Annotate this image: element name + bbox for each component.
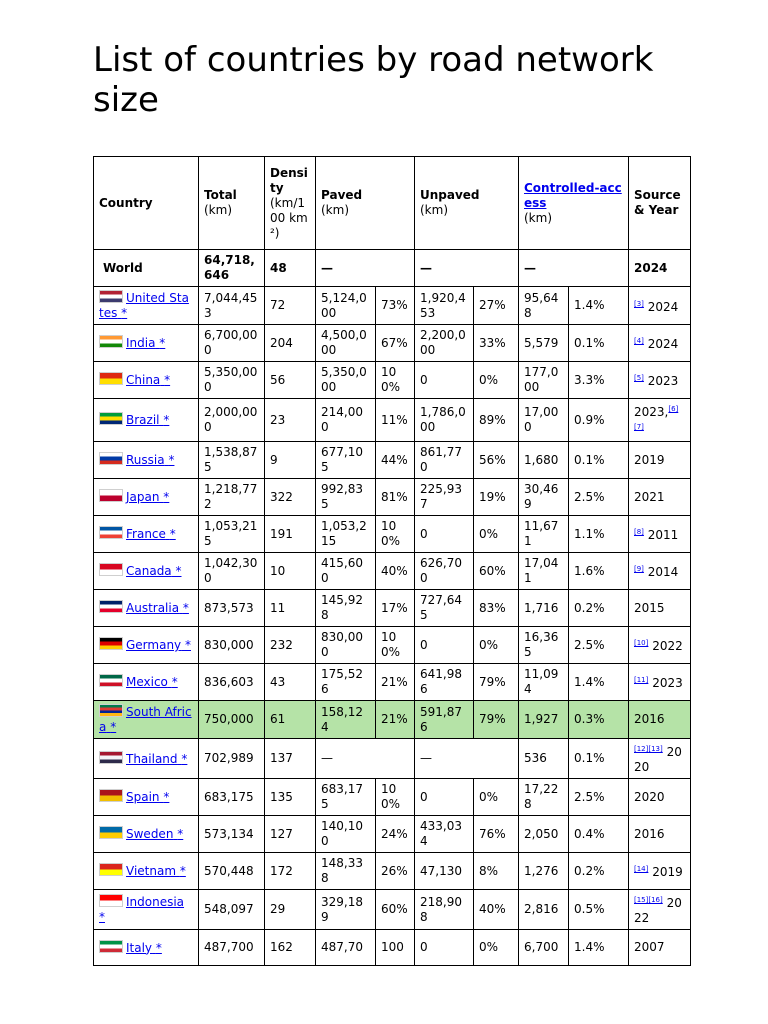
- unpaved-pct-cell: 0%: [474, 930, 519, 966]
- density-cell: 11: [265, 590, 316, 627]
- country-link[interactable]: Thailand *: [126, 751, 188, 766]
- controlled-cell: 1,927: [519, 701, 569, 739]
- density-cell: 29: [265, 890, 316, 930]
- star-marker: *: [184, 638, 191, 652]
- flag-icon: [99, 704, 123, 717]
- unpaved-cell: 0: [415, 930, 474, 966]
- unpaved-pct-cell: 83%: [474, 590, 519, 627]
- controlled-cell: 2,050: [519, 816, 569, 853]
- reference-link[interactable]: [8]: [634, 528, 644, 536]
- paved-cell: 1,053,215: [316, 516, 376, 553]
- star-marker: *: [155, 940, 162, 955]
- world-row: [94, 250, 691, 287]
- unpaved-pct-cell: 89%: [474, 399, 519, 442]
- unpaved-cell: 0: [415, 627, 474, 664]
- flag-icon: [99, 563, 123, 576]
- star-marker: *: [182, 601, 189, 615]
- year-text: 2023,: [634, 405, 669, 419]
- controlled-pct-cell: 0.1%: [569, 739, 629, 779]
- star-marker: *: [110, 720, 117, 734]
- density-cell: 172: [265, 853, 316, 890]
- controlled-cell: 2,816: [519, 890, 569, 930]
- country-cell: [94, 890, 199, 930]
- country-cell: [94, 627, 199, 664]
- controlled-pct-cell: 1.4%: [569, 664, 629, 701]
- controlled-pct-cell: 0.1%: [569, 325, 629, 362]
- controlled-cell: 17,000: [519, 399, 569, 442]
- flag-icon: [99, 452, 123, 465]
- unpaved-cell: 0: [415, 779, 474, 816]
- controlled-cell: 1,680: [519, 442, 569, 479]
- flag-icon: [99, 674, 123, 687]
- paved-cell: 415,600: [316, 553, 376, 590]
- table-row: [94, 890, 691, 930]
- unpaved-cell: —: [415, 739, 519, 779]
- reference-link[interactable]: [15][16]: [634, 896, 663, 904]
- unpaved-cell: 591,876: [415, 701, 474, 739]
- unpaved-cell: 47,130: [415, 853, 474, 890]
- year-text: 2016: [634, 712, 665, 726]
- controlled-cell: 177,000: [519, 362, 569, 399]
- year-text: 2021: [634, 489, 665, 504]
- reference-link[interactable]: [14]: [634, 865, 649, 873]
- controlled-pct-cell: 3.3%: [569, 362, 629, 399]
- country-cell: [94, 479, 199, 516]
- density-cell: 56: [265, 362, 316, 399]
- paved-cell: 992,835: [316, 479, 376, 516]
- star-marker: *: [168, 453, 175, 467]
- star-marker: *: [169, 527, 176, 541]
- unpaved-cell: 218,908: [415, 890, 474, 930]
- table-row: [94, 553, 691, 590]
- paved-pct-cell: 17%: [376, 590, 415, 627]
- country-link[interactable]: Brazil *: [126, 413, 170, 427]
- year-text: 2022: [652, 639, 683, 653]
- controlled-cell: 1,716: [519, 590, 569, 627]
- unpaved-cell: 0: [415, 516, 474, 553]
- world-density: 48: [265, 250, 316, 287]
- paved-pct-cell: 100%: [376, 516, 415, 553]
- flag-icon: [99, 637, 123, 650]
- country-cell: [94, 325, 199, 362]
- table-row: [94, 287, 691, 325]
- country-link[interactable]: Canada *: [126, 564, 182, 578]
- source-year-cell: [629, 479, 691, 516]
- source-year-cell: [629, 930, 691, 966]
- total-cell: 683,175: [199, 779, 265, 816]
- flag-icon: [99, 863, 123, 876]
- year-text: 2011: [647, 528, 679, 542]
- source-year-cell: [629, 853, 691, 890]
- country-link[interactable]: Australia *: [126, 601, 189, 615]
- paved-pct-cell: 21%: [376, 664, 415, 701]
- country-cell: [94, 816, 199, 853]
- header-paved[interactable]: Paved (km): [316, 157, 415, 250]
- total-cell: 830,000: [199, 627, 265, 664]
- total-cell: 1,538,875: [199, 442, 265, 479]
- source-year-cell: [629, 664, 691, 701]
- controlled-pct-cell: 1.6%: [569, 553, 629, 590]
- country-link[interactable]: Indonesia *: [99, 895, 185, 924]
- paved-cell: 175,526: [316, 664, 376, 701]
- world-label: World: [94, 250, 199, 287]
- table-row: [94, 930, 691, 966]
- reference-link[interactable]: [4]: [634, 337, 644, 345]
- country-cell: [94, 853, 199, 890]
- total-cell: 573,134: [199, 816, 265, 853]
- total-cell: 750,000: [199, 701, 265, 739]
- year-text: 2023: [647, 374, 679, 388]
- controlled-pct-cell: 1.4%: [569, 287, 629, 325]
- table-row: [94, 701, 691, 739]
- country-cell: [94, 287, 199, 325]
- paved-pct-cell: 100%: [376, 362, 415, 399]
- star-marker: *: [181, 751, 188, 766]
- paved-pct-cell: 67%: [376, 325, 415, 362]
- world-year: 2024: [629, 250, 691, 287]
- paved-cell: 140,100: [316, 816, 376, 853]
- paved-cell: 677,105: [316, 442, 376, 479]
- table-row: [94, 325, 691, 362]
- star-marker: *: [163, 413, 170, 427]
- header-controlled-access[interactable]: Controlled-access (km): [519, 157, 629, 250]
- table-row: [94, 590, 691, 627]
- table-row: [94, 816, 691, 853]
- country-link[interactable]: South Africa *: [99, 705, 192, 734]
- star-marker: *: [164, 373, 171, 387]
- header-density[interactable]: Density (km/100 km²): [265, 157, 316, 250]
- density-cell: 10: [265, 553, 316, 590]
- density-cell: 127: [265, 816, 316, 853]
- year-text: 2023: [652, 676, 683, 690]
- year-text: 2019: [634, 452, 665, 467]
- controlled-cell: 11,671: [519, 516, 569, 553]
- paved-cell: 830,000: [316, 627, 376, 664]
- flag-icon: [99, 489, 123, 502]
- year-text: 2007: [634, 940, 665, 954]
- year-text: 2014: [647, 565, 679, 579]
- paved-cell: 5,124,000: [316, 287, 376, 325]
- year-text: 2019: [652, 865, 683, 879]
- controlled-pct-cell: 0.1%: [569, 442, 629, 479]
- total-cell: 1,218,772: [199, 479, 265, 516]
- star-marker: *: [163, 790, 170, 804]
- density-cell: 232: [265, 627, 316, 664]
- table-row: [94, 442, 691, 479]
- paved-pct-cell: 44%: [376, 442, 415, 479]
- density-cell: 322: [265, 479, 316, 516]
- source-year-cell: [629, 399, 691, 442]
- paved-cell: 683,175: [316, 779, 376, 816]
- unpaved-pct-cell: 56%: [474, 442, 519, 479]
- controlled-cell: 30,469: [519, 479, 569, 516]
- table-header-row: [94, 157, 691, 250]
- controlled-pct-cell: 1.1%: [569, 516, 629, 553]
- table-row: [94, 853, 691, 890]
- flag-icon: [99, 751, 123, 764]
- source-year-cell: [629, 816, 691, 853]
- paved-cell: —: [316, 739, 415, 779]
- table-row: [94, 362, 691, 399]
- unpaved-cell: 727,645: [415, 590, 474, 627]
- source-year-cell: [629, 362, 691, 399]
- country-cell: [94, 362, 199, 399]
- header-unpaved[interactable]: Unpaved (km): [415, 157, 519, 250]
- unpaved-cell: 1,920,453: [415, 287, 474, 325]
- table-row: [94, 479, 691, 516]
- year-text: 2024: [647, 337, 679, 351]
- density-cell: 162: [265, 930, 316, 966]
- controlled-pct-cell: 0.4%: [569, 816, 629, 853]
- total-cell: 702,989: [199, 739, 265, 779]
- country-link[interactable]: Russia *: [126, 453, 175, 467]
- paved-pct-cell: 100%: [376, 627, 415, 664]
- unpaved-pct-cell: 19%: [474, 479, 519, 516]
- star-marker: *: [179, 864, 186, 878]
- density-cell: 61: [265, 701, 316, 739]
- total-cell: 5,350,000: [199, 362, 265, 399]
- paved-cell: 4,500,000: [316, 325, 376, 362]
- source-year-cell: [629, 627, 691, 664]
- table-row: [94, 779, 691, 816]
- year-text: 2016: [634, 826, 665, 841]
- density-cell: 204: [265, 325, 316, 362]
- source-year-cell: [629, 287, 691, 325]
- controlled-cell: 17,041: [519, 553, 569, 590]
- controlled-cell: 6,700: [519, 930, 569, 966]
- table-row: [94, 739, 691, 779]
- reference-link[interactable]: [11]: [634, 676, 649, 684]
- total-cell: 487,700: [199, 930, 265, 966]
- country-link[interactable]: Sweden *: [126, 827, 184, 841]
- star-marker: *: [159, 336, 166, 350]
- source-year-cell: [629, 739, 691, 779]
- flag-icon: [99, 940, 123, 953]
- source-year-cell: [629, 516, 691, 553]
- unpaved-pct-cell: 0%: [474, 627, 519, 664]
- reference-link[interactable]: [5]: [634, 374, 644, 382]
- header-total[interactable]: Total (km): [199, 157, 265, 250]
- unpaved-pct-cell: 33%: [474, 325, 519, 362]
- density-cell: 72: [265, 287, 316, 325]
- header-country[interactable]: Country: [94, 157, 199, 250]
- country-link[interactable]: France *: [126, 527, 176, 541]
- unpaved-pct-cell: 0%: [474, 779, 519, 816]
- controlled-pct-cell: 0.9%: [569, 399, 629, 442]
- total-cell: 6,700,000: [199, 325, 265, 362]
- country-cell: [94, 553, 199, 590]
- flag-icon: [99, 290, 123, 303]
- reference-link[interactable]: [6] [7]: [634, 405, 679, 431]
- paved-cell: 329,189: [316, 890, 376, 930]
- paved-pct-cell: 24%: [376, 816, 415, 853]
- total-cell: 1,042,300: [199, 553, 265, 590]
- year-text: 2022: [634, 896, 682, 925]
- controlled-cell: 1,276: [519, 853, 569, 890]
- total-cell: 570,448: [199, 853, 265, 890]
- reference-link[interactable]: [10]: [634, 639, 649, 647]
- year-text: 2020: [634, 789, 665, 804]
- unpaved-pct-cell: 40%: [474, 890, 519, 930]
- paved-cell: 145,928: [316, 590, 376, 627]
- star-marker: *: [121, 306, 128, 320]
- controlled-access-link[interactable]: Controlled-access: [524, 180, 622, 210]
- unpaved-cell: 433,034: [415, 816, 474, 853]
- table-row: [94, 664, 691, 701]
- total-cell: 1,053,215: [199, 516, 265, 553]
- paved-pct-cell: 60%: [376, 890, 415, 930]
- unpaved-pct-cell: 60%: [474, 553, 519, 590]
- flag-icon: [99, 894, 123, 907]
- year-text: 2015: [634, 600, 665, 615]
- unpaved-cell: 626,700: [415, 553, 474, 590]
- controlled-cell: 16,365: [519, 627, 569, 664]
- paved-pct-cell: 100%: [376, 779, 415, 816]
- world-paved: —: [316, 250, 415, 287]
- unpaved-cell: 2,200,000: [415, 325, 474, 362]
- unpaved-cell: 1,786,000: [415, 399, 474, 442]
- density-cell: 135: [265, 779, 316, 816]
- flag-icon: [99, 412, 123, 425]
- reference-link[interactable]: [9]: [634, 565, 644, 573]
- country-cell: [94, 442, 199, 479]
- paved-pct-cell: 21%: [376, 701, 415, 739]
- unpaved-cell: 641,986: [415, 664, 474, 701]
- reference-link[interactable]: [12][13]: [634, 745, 663, 753]
- total-cell: 836,603: [199, 664, 265, 701]
- paved-pct-cell: 40%: [376, 553, 415, 590]
- density-cell: 191: [265, 516, 316, 553]
- world-controlled: —: [519, 250, 629, 287]
- controlled-pct-cell: 2.5%: [569, 479, 629, 516]
- country-link[interactable]: Spain *: [126, 790, 170, 804]
- unpaved-pct-cell: 79%: [474, 701, 519, 739]
- source-year-cell: [629, 590, 691, 627]
- country-link[interactable]: Italy *: [126, 940, 162, 955]
- country-cell: [94, 590, 199, 627]
- flag-icon: [99, 826, 123, 839]
- unpaved-cell: 0: [415, 362, 474, 399]
- controlled-cell: 11,094: [519, 664, 569, 701]
- country-cell: [94, 664, 199, 701]
- country-link[interactable]: United States *: [99, 291, 189, 320]
- source-year-cell: [629, 325, 691, 362]
- total-cell: 873,573: [199, 590, 265, 627]
- flag-icon: [99, 526, 123, 539]
- unpaved-cell: 225,937: [415, 479, 474, 516]
- total-cell: 2,000,000: [199, 399, 265, 442]
- total-cell: 7,044,453: [199, 287, 265, 325]
- paved-cell: 148,338: [316, 853, 376, 890]
- source-year-cell: [629, 779, 691, 816]
- controlled-pct-cell: 0.3%: [569, 701, 629, 739]
- source-year-cell: [629, 701, 691, 739]
- paved-cell: 487,70: [316, 930, 376, 966]
- unpaved-cell: 861,770: [415, 442, 474, 479]
- controlled-cell: 17,228: [519, 779, 569, 816]
- controlled-pct-cell: 0.5%: [569, 890, 629, 930]
- paved-cell: 5,350,000: [316, 362, 376, 399]
- unpaved-pct-cell: 0%: [474, 516, 519, 553]
- paved-pct-cell: 100: [376, 930, 415, 966]
- star-marker: *: [163, 490, 170, 504]
- flag-icon: [99, 789, 123, 802]
- unpaved-pct-cell: 8%: [474, 853, 519, 890]
- country-cell: [94, 399, 199, 442]
- source-year-cell: [629, 442, 691, 479]
- star-marker: *: [99, 910, 105, 924]
- unpaved-pct-cell: 0%: [474, 362, 519, 399]
- table-row: [94, 516, 691, 553]
- source-year-cell: [629, 890, 691, 930]
- paved-cell: 158,124: [316, 701, 376, 739]
- paved-pct-cell: 81%: [376, 479, 415, 516]
- country-link[interactable]: Vietnam *: [126, 864, 186, 878]
- star-marker: *: [171, 675, 178, 689]
- table-row: [94, 399, 691, 442]
- header-source-year[interactable]: Source & Year: [629, 157, 691, 250]
- paved-pct-cell: 73%: [376, 287, 415, 325]
- star-marker: *: [175, 564, 182, 578]
- unpaved-pct-cell: 76%: [474, 816, 519, 853]
- country-cell: [94, 930, 199, 966]
- year-text: 2020: [634, 745, 682, 774]
- controlled-cell: 536: [519, 739, 569, 779]
- reference-link[interactable]: [3]: [634, 299, 644, 308]
- controlled-pct-cell: 2.5%: [569, 627, 629, 664]
- world-unpaved: —: [415, 250, 519, 287]
- country-cell: [94, 516, 199, 553]
- star-marker: *: [177, 827, 184, 841]
- paved-cell: 214,000: [316, 399, 376, 442]
- unpaved-pct-cell: 27%: [474, 287, 519, 325]
- table-row: [94, 627, 691, 664]
- country-cell: [94, 779, 199, 816]
- total-cell: 548,097: [199, 890, 265, 930]
- country-cell: [94, 739, 199, 779]
- unpaved-pct-cell: 79%: [474, 664, 519, 701]
- country-cell: [94, 701, 199, 739]
- world-total: 64,718,646: [199, 250, 265, 287]
- paved-pct-cell: 11%: [376, 399, 415, 442]
- country-link[interactable]: Japan *: [126, 490, 170, 504]
- country-link[interactable]: Mexico *: [126, 675, 178, 689]
- density-cell: 9: [265, 442, 316, 479]
- source-year-cell: [629, 553, 691, 590]
- flag-icon: [99, 335, 123, 348]
- controlled-pct-cell: 1.4%: [569, 930, 629, 966]
- controlled-pct-cell: 2.5%: [569, 779, 629, 816]
- density-cell: 137: [265, 739, 316, 779]
- flag-icon: [99, 372, 123, 385]
- density-cell: 23: [265, 399, 316, 442]
- page-title: List of countries by road network size: [93, 40, 654, 120]
- country-link[interactable]: China *: [126, 373, 171, 387]
- road-network-table: [93, 156, 691, 966]
- controlled-pct-cell: 0.2%: [569, 590, 629, 627]
- country-link[interactable]: India *: [126, 336, 166, 350]
- flag-icon: [99, 600, 123, 613]
- controlled-cell: 95,648: [519, 287, 569, 325]
- density-cell: 43: [265, 664, 316, 701]
- controlled-pct-cell: 0.2%: [569, 853, 629, 890]
- country-link[interactable]: Germany *: [126, 638, 191, 652]
- controlled-cell: 5,579: [519, 325, 569, 362]
- year-text: 2024: [647, 299, 679, 314]
- paved-pct-cell: 26%: [376, 853, 415, 890]
